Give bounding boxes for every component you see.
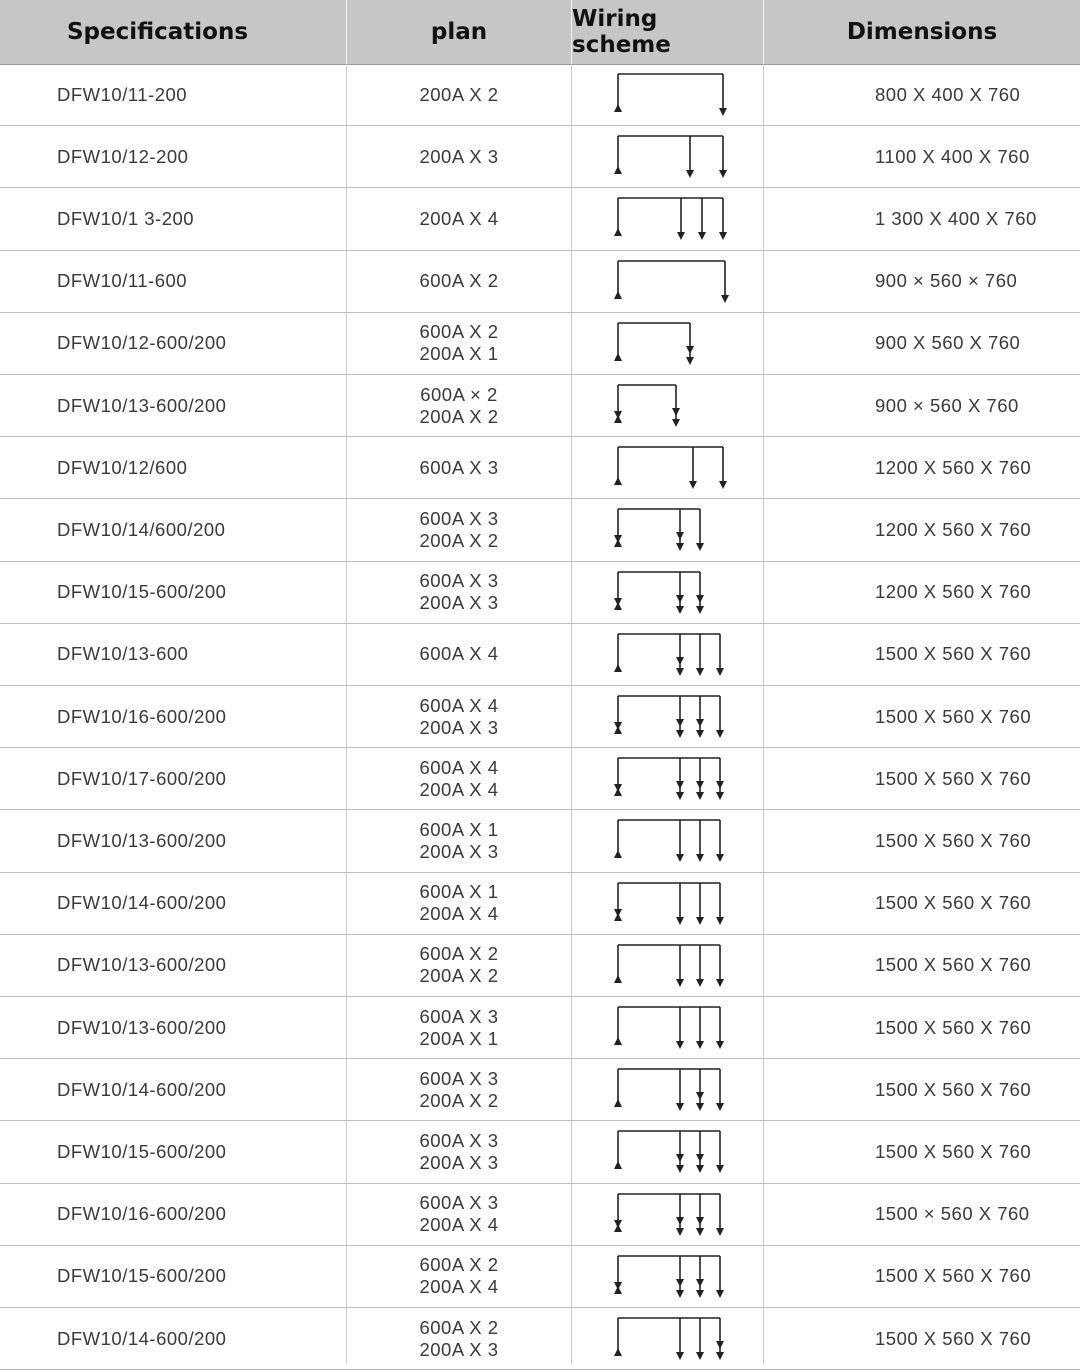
plan-cell [347,375,571,436]
incoming-arrow-icon [614,850,622,858]
outgoing-arrow-icon [676,595,684,603]
outgoing-arrow-icon [696,1165,704,1173]
outgoing-arrow-icon [689,481,697,489]
outgoing-arrow-icon [696,1290,704,1298]
dimensions-cell: 1500 X 560 X 760 [875,767,1032,789]
wiring-scheme-svg [572,562,762,624]
plan-line: 200A X 3 [419,592,499,614]
table-row [0,126,1080,188]
outgoing-arrow-icon [676,1279,684,1287]
outgoing-arrow-icon [696,1103,704,1111]
outgoing-arrow-icon [716,1341,724,1349]
plan-line: 200A X 4 [419,778,499,800]
plan-line: 200A X 2 [419,965,499,987]
outgoing-arrow-icon [721,295,729,303]
outgoing-arrow-icon [716,781,724,789]
outgoing-arrow-icon [716,668,724,676]
wiring-diagram [572,126,762,187]
incoming-arrow-icon [614,909,622,917]
outgoing-arrow-icon [696,606,704,614]
table-row [0,1121,1080,1183]
wiring-scheme-svg [572,1059,762,1121]
dimensions-cell: 1500 × 560 X 760 [875,1203,1030,1225]
plan-line: 600A X 3 [419,1005,499,1027]
spec-cell: DFW10/13-600/200 [57,829,227,851]
outgoing-arrow-icon [672,419,680,427]
wiring-scheme-svg [572,748,762,810]
dimensions-cell: 900 × 560 × 760 [875,270,1018,292]
outgoing-arrow-icon [696,730,704,738]
table-row [0,64,1080,126]
plan-cell [347,686,571,747]
spec-cell: DFW10/1 3-200 [57,207,195,229]
outgoing-arrow-icon [676,668,684,676]
wiring-scheme-svg [572,375,762,437]
wiring-diagram [572,1246,762,1307]
dimensions-cell: 1500 X 560 X 760 [875,1327,1032,1349]
outgoing-arrow-icon [696,1217,704,1225]
table-row [0,935,1080,997]
table-row [0,562,1080,624]
wiring-diagram [572,997,762,1058]
incoming-arrow-icon [614,166,622,174]
table-row [0,873,1080,935]
outgoing-arrow-icon [676,781,684,789]
outgoing-arrow-icon [696,1154,704,1162]
plan-cell [347,64,571,125]
wiring-scheme-svg [572,624,762,686]
wiring-scheme-svg [572,1184,762,1246]
outgoing-arrow-icon [676,1165,684,1173]
incoming-arrow-icon [614,291,622,299]
wiring-diagram [572,873,762,934]
dimensions-cell: 1500 X 560 X 760 [875,1140,1032,1162]
dimensions-cell: 1500 X 560 X 760 [875,705,1032,727]
incoming-arrow-icon [614,411,622,419]
wiring-diagram [572,935,762,996]
plan-cell [347,997,571,1058]
dimensions-cell: 900 X 560 X 760 [875,332,1021,354]
incoming-arrow-icon [614,722,622,730]
wiring-scheme-svg [572,873,762,935]
spec-cell: DFW10/15-600/200 [57,1140,227,1162]
outgoing-arrow-icon [672,408,680,416]
incoming-arrow-icon [614,664,622,672]
outgoing-arrow-icon [676,1352,684,1360]
dimensions-cell: 1200 X 560 X 760 [875,518,1032,540]
outgoing-arrow-icon [676,917,684,925]
spec-cell: DFW10/14/600/200 [57,518,226,540]
wiring-scheme-svg [572,997,762,1059]
spec-cell: DFW10/12-600/200 [57,332,227,354]
table-header [0,0,1080,65]
outgoing-arrow-icon [676,730,684,738]
table-row [0,624,1080,686]
wiring-scheme-svg [572,1121,762,1183]
outgoing-arrow-icon [696,1352,704,1360]
wiring-diagram [572,1308,762,1369]
wiring-diagram [572,251,762,312]
incoming-arrow-icon [614,353,622,361]
outgoing-arrow-icon [686,357,694,365]
incoming-arrow-icon [614,1282,622,1290]
outgoing-arrow-icon [696,854,704,862]
spec-cell: DFW10/15-600/200 [57,1265,227,1287]
spec-cell: DFW10/12-200 [57,145,189,167]
outgoing-arrow-icon [676,543,684,551]
spec-cell: DFW10/17-600/200 [57,767,227,789]
incoming-arrow-icon [614,228,622,236]
plan-line: 600A X 4 [419,643,499,665]
outgoing-arrow-icon [676,657,684,665]
plan-line: 600A X 3 [419,456,499,478]
wiring-scheme-svg [572,251,762,313]
plan-line: 600A X 3 [419,1067,499,1089]
plan-line: 200A X 1 [419,343,499,365]
plan-cell [347,313,571,374]
table-row [0,188,1080,250]
incoming-arrow-icon [614,477,622,485]
outgoing-arrow-icon [719,108,727,116]
table-row [0,748,1080,810]
outgoing-arrow-icon [676,1290,684,1298]
wiring-diagram [572,1059,762,1120]
outgoing-arrow-icon [698,232,706,240]
plan-line: 200A X 4 [419,1214,499,1236]
wiring-diagram [572,748,762,809]
wiring-diagram [572,1184,762,1245]
outgoing-arrow-icon [696,719,704,727]
dimensions-cell: 1500 X 560 X 760 [875,954,1032,976]
outgoing-arrow-icon [716,854,724,862]
outgoing-arrow-icon [676,1103,684,1111]
wiring-scheme-svg [572,1308,762,1370]
incoming-arrow-icon [614,104,622,112]
outgoing-arrow-icon [676,792,684,800]
outgoing-arrow-icon [686,346,694,354]
dimensions-cell: 1200 X 560 X 760 [875,581,1032,603]
wiring-scheme-svg [572,126,762,188]
outgoing-arrow-icon [716,1352,724,1360]
plan-line: 600A X 2 [419,1254,499,1276]
plan-line: 600A X 4 [419,756,499,778]
outgoing-arrow-icon [716,1290,724,1298]
wiring-diagram [572,499,762,560]
outgoing-arrow-icon [676,1154,684,1162]
wiring-scheme-svg [572,686,762,748]
incoming-arrow-icon [614,784,622,792]
outgoing-arrow-icon [676,1041,684,1049]
table-row [0,251,1080,313]
outgoing-arrow-icon [676,979,684,987]
outgoing-arrow-icon [716,1041,724,1049]
dimensions-cell: 1500 X 560 X 760 [875,643,1032,665]
outgoing-arrow-icon [696,792,704,800]
header-wiring-scheme: Wiring scheme [572,6,671,58]
plan-cell [347,1059,571,1120]
dimensions-cell: 900 × 560 X 760 [875,394,1019,416]
plan-cell [347,1246,571,1307]
plan-cell [347,748,571,809]
plan-cell [347,1308,571,1369]
outgoing-arrow-icon [677,232,685,240]
outgoing-arrow-icon [716,1103,724,1111]
dimensions-cell: 1500 X 560 X 760 [875,892,1032,914]
dimensions-cell: 1500 X 560 X 760 [875,1265,1032,1287]
plan-line: 200A X 3 [419,840,499,862]
outgoing-arrow-icon [696,1279,704,1287]
wiring-diagram [572,1121,762,1182]
wiring-scheme-svg [572,935,762,997]
table-row [0,1246,1080,1308]
outgoing-arrow-icon [696,1228,704,1236]
table-row [0,686,1080,748]
spec-cell: DFW10/14-600/200 [57,1078,227,1100]
plan-cell [347,1184,571,1245]
spec-cell: DFW10/14-600/200 [57,1327,227,1349]
incoming-arrow-icon [614,535,622,543]
spec-cell: DFW10/16-600/200 [57,705,227,727]
table-row [0,997,1080,1059]
outgoing-arrow-icon [719,481,727,489]
plan-line: 600A X 3 [419,1192,499,1214]
header-specifications: Specifications [66,19,249,45]
wiring-scheme-svg [572,1246,762,1308]
dimensions-cell: 1500 X 560 X 760 [875,829,1032,851]
outgoing-arrow-icon [696,668,704,676]
dimensions-cell: 1200 X 560 X 760 [875,456,1032,478]
outgoing-arrow-icon [716,1165,724,1173]
plan-line: 600A X 2 [419,321,499,343]
plan-cell [347,1121,571,1182]
plan-line: 200A X 2 [419,405,499,427]
dimensions-cell: 1100 X 400 X 760 [875,145,1030,167]
plan-line: 600A X 2 [419,943,499,965]
plan-line: 200A X 3 [419,716,499,738]
outgoing-arrow-icon [686,170,694,178]
wiring-diagram [572,437,762,498]
plan-line: 200A X 2 [419,1089,499,1111]
outgoing-arrow-icon [696,979,704,987]
outgoing-arrow-icon [676,1228,684,1236]
wiring-scheme-svg [572,810,762,872]
wiring-diagram [572,64,762,125]
table-row [0,375,1080,437]
dimensions-cell: 800 X 400 X 760 [875,83,1021,105]
dimensions-cell: 1500 X 560 X 760 [875,1016,1032,1038]
outgoing-arrow-icon [676,719,684,727]
spec-cell: DFW10/13-600 [57,643,189,665]
table-row [0,1059,1080,1121]
wiring-scheme-svg [572,188,762,250]
plan-cell [347,810,571,871]
incoming-arrow-icon [614,1348,622,1356]
plan-line: 600A X 1 [419,881,499,903]
plan-line: 200A X 3 [419,1151,499,1173]
plan-line: 200A X 1 [419,1027,499,1049]
outgoing-arrow-icon [676,532,684,540]
header-plan: plan [430,19,488,45]
outgoing-arrow-icon [696,781,704,789]
outgoing-arrow-icon [716,730,724,738]
plan-cell [347,624,571,685]
outgoing-arrow-icon [716,1228,724,1236]
plan-cell [347,188,571,249]
wiring-diagram [572,810,762,871]
incoming-arrow-icon [614,598,622,606]
incoming-arrow-icon [614,1220,622,1228]
plan-line: 600A × 2 [420,383,498,405]
plan-cell [347,437,571,498]
spec-cell: DFW10/12/600 [57,456,188,478]
spec-cell: DFW10/14-600/200 [57,892,227,914]
outgoing-arrow-icon [719,170,727,178]
wiring-scheme-svg [572,313,762,375]
table-row [0,499,1080,561]
plan-line: 600A X 1 [419,818,499,840]
dimensions-cell: 1 300 X 400 X 760 [875,207,1037,229]
plan-cell [347,935,571,996]
dimensions-cell: 1500 X 560 X 760 [875,1078,1032,1100]
wiring-scheme-svg [572,437,762,499]
outgoing-arrow-icon [676,1217,684,1225]
plan-line: 200A X 4 [419,1276,499,1298]
spec-cell: DFW10/13-600/200 [57,954,227,976]
plan-line: 600A X 3 [419,507,499,529]
incoming-arrow-icon [614,975,622,983]
plan-line: 200A X 4 [419,207,499,229]
outgoing-arrow-icon [719,232,727,240]
spec-cell: DFW10/16-600/200 [57,1203,227,1225]
incoming-arrow-icon [614,1161,622,1169]
outgoing-arrow-icon [696,543,704,551]
spec-cell: DFW10/13-600/200 [57,394,227,416]
outgoing-arrow-icon [696,917,704,925]
outgoing-arrow-icon [696,1092,704,1100]
plan-cell [347,499,571,560]
plan-cell [347,873,571,934]
spec-cell: DFW10/11-200 [57,83,188,105]
wiring-scheme-svg [572,64,762,126]
plan-line: 200A X 2 [419,529,499,551]
plan-line: 600A X 2 [419,1316,499,1338]
header-dimensions: Dimensions [846,19,998,45]
plan-line: 200A X 3 [419,1338,499,1360]
spec-cell: DFW10/13-600/200 [57,1016,227,1038]
table-row [0,1308,1080,1370]
outgoing-arrow-icon [696,1041,704,1049]
outgoing-arrow-icon [676,854,684,862]
table-row [0,810,1080,872]
spec-cell: DFW10/15-600/200 [57,581,227,603]
outgoing-arrow-icon [716,792,724,800]
wiring-scheme-svg [572,499,762,561]
wiring-diagram [572,624,762,685]
wiring-diagram [572,562,762,623]
incoming-arrow-icon [614,1037,622,1045]
plan-line: 600A X 4 [419,694,499,716]
plan-cell [347,126,571,187]
outgoing-arrow-icon [676,606,684,614]
table-row [0,313,1080,375]
plan-cell [347,562,571,623]
plan-line: 200A X 3 [419,145,499,167]
plan-line: 600A X 3 [419,1129,499,1151]
plan-line: 600A X 3 [419,570,499,592]
plan-line: 200A X 4 [419,903,499,925]
outgoing-arrow-icon [716,917,724,925]
table-row [0,437,1080,499]
wiring-diagram [572,188,762,249]
spec-cell: DFW10/11-600 [57,270,188,292]
table-row [0,1184,1080,1246]
plan-cell [347,251,571,312]
incoming-arrow-icon [614,1099,622,1107]
plan-line: 600A X 2 [419,270,499,292]
wiring-diagram [572,375,762,436]
outgoing-arrow-icon [696,595,704,603]
wiring-diagram [572,686,762,747]
plan-line: 200A X 2 [419,83,499,105]
wiring-diagram [572,313,762,374]
outgoing-arrow-icon [716,979,724,987]
